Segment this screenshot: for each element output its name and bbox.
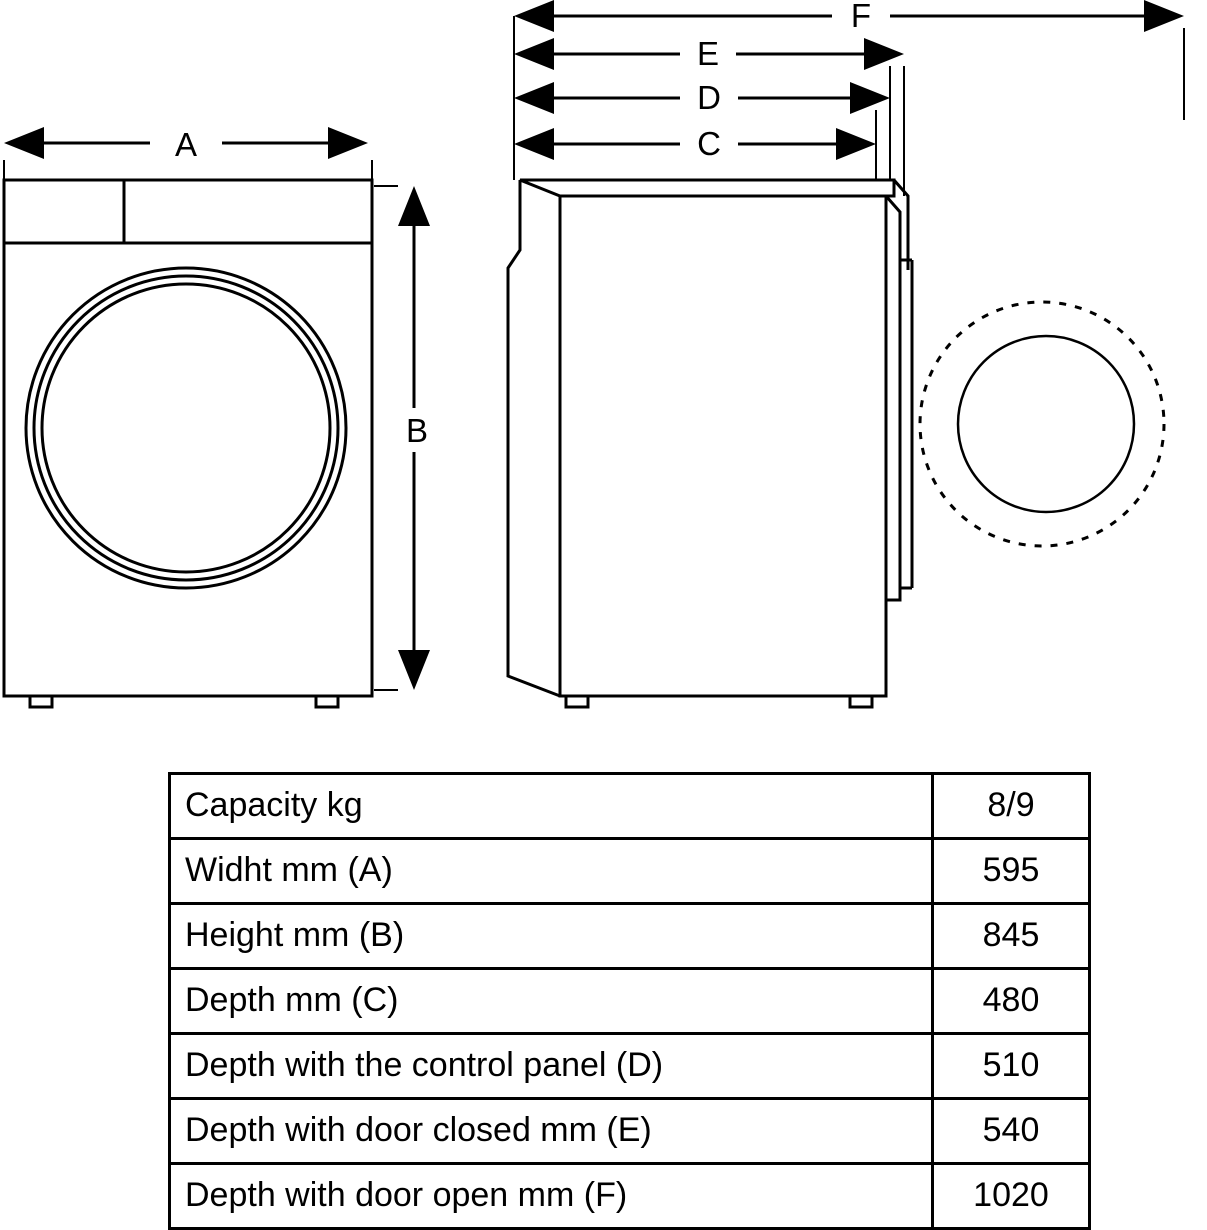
table-row: [170, 839, 1090, 904]
door-open-swing: [920, 302, 1164, 546]
dimension-e: [514, 35, 904, 72]
table-row: [170, 1164, 1090, 1229]
dimension-b-label: B: [405, 412, 429, 449]
row-value: 8/9: [933, 774, 1090, 839]
row-label: Depth with door closed mm (E): [170, 1099, 933, 1164]
dimension-d: [514, 79, 890, 116]
side-view: [508, 180, 912, 707]
row-value: 595: [933, 839, 1090, 904]
row-value: 480: [933, 969, 1090, 1034]
row-value: 845: [933, 904, 1090, 969]
table-row: [170, 904, 1090, 969]
table-row: [170, 774, 1090, 839]
extension-lines: [514, 16, 1184, 196]
row-label: Capacity kg: [170, 774, 933, 839]
row-label: Depth with door open mm (F): [170, 1164, 933, 1229]
dimension-e-label: E: [696, 35, 720, 72]
row-label: Widht mm (A): [170, 839, 933, 904]
row-label: Depth mm (C): [170, 969, 933, 1034]
dimension-c-label: C: [697, 125, 721, 162]
row-label: Depth with the control panel (D): [170, 1034, 933, 1099]
dimension-b: [374, 186, 438, 690]
dimension-a-label: A: [174, 126, 198, 163]
dimension-a: [4, 125, 372, 180]
row-value: 1020: [933, 1164, 1090, 1229]
dimension-f-label: F: [850, 0, 872, 34]
table-row: [170, 1034, 1090, 1099]
dimension-d-label: D: [697, 79, 721, 116]
dimension-c: [514, 125, 876, 162]
table-row: [170, 1099, 1090, 1164]
specifications-table: [168, 772, 1049, 1230]
row-value: 540: [933, 1099, 1090, 1164]
table-row: [170, 969, 1090, 1034]
row-label: Height mm (B): [170, 904, 933, 969]
dimension-f: [514, 0, 1184, 34]
row-value: 510: [933, 1034, 1090, 1099]
front-view: [4, 180, 372, 707]
